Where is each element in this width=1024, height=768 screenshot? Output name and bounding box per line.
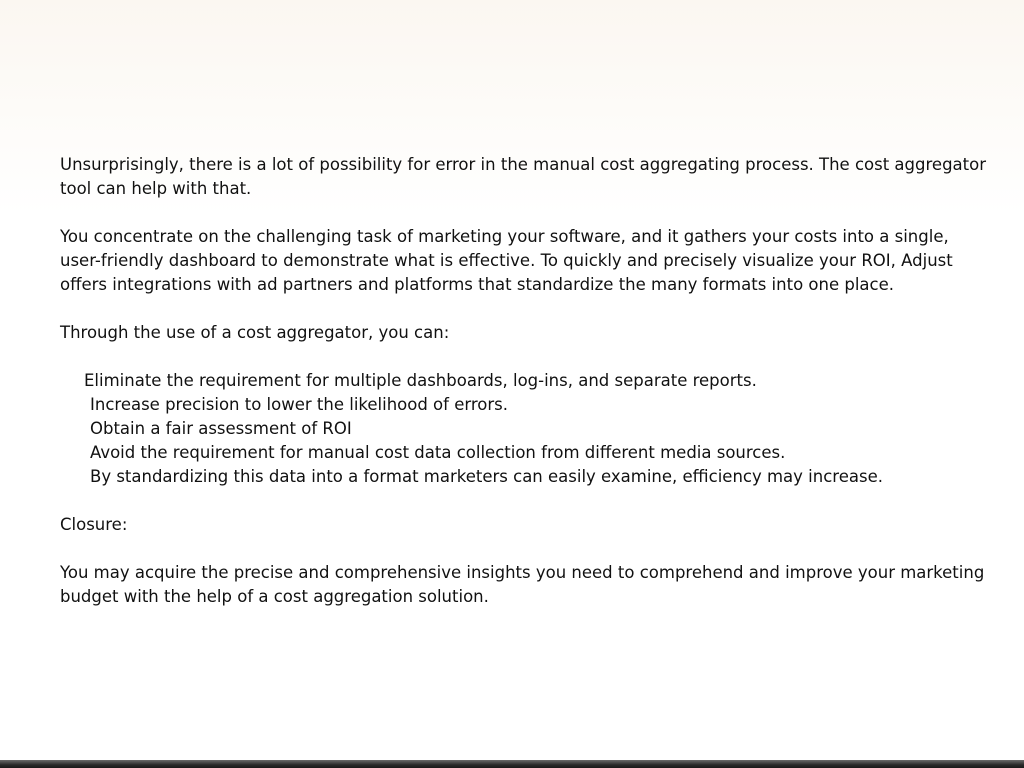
list-item: Increase precision to lower the likelihood of errors. [90,395,508,414]
list-item: Eliminate the requirement for multiple dashboards, log-ins, and separate reports. [84,371,757,390]
closing-paragraph: You may acquire the precise and comprehensive insights you need to comprehend and improve your marketing budget with the help of a cost aggregation solution. [60,563,985,606]
benefits-list [60,369,990,489]
list-item: Avoid the requirement for manual cost data collection from different media sources. [90,443,786,462]
list-item: By standardizing this data into a format marketers can easily examine, efficiency may increase. [90,467,883,486]
bottom-divider-bar [0,760,1024,768]
closure-heading: Closure: [60,515,128,534]
description-paragraph: You concentrate on the challenging task of marketing your software, and it gathers your costs into a single, user-friendly dashboard to demonstrate what is effective. To quickly and precisely visualize your ROI, Adjust offers integrations with ad partners and platforms that standardize the many formats into one place. [60,227,953,294]
intro-paragraph: Unsurprisingly, there is a lot of possibility for error in the manual cost aggregating process. The cost aggregator tool can help with that. [60,155,986,198]
document-body [60,153,990,633]
list-item: Obtain a fair assessment of ROI [90,419,352,438]
list-intro-paragraph: Through the use of a cost aggregator, you can: [60,323,450,342]
